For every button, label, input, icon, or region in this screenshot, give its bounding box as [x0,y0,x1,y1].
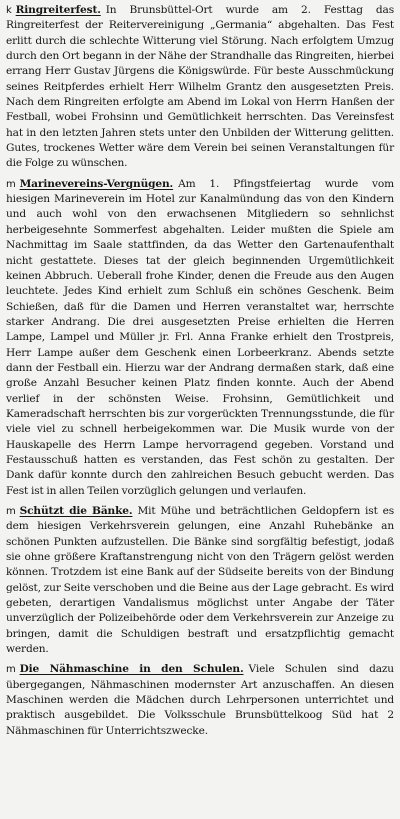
article-marker: m [6,178,16,190]
article-body: Am 1. Pfingstfeiertag wurde vom hiesigen Marineverein im Hotel zur Kanalmündung das von den Kindern und auch wohl von den erwachsenen Mitgliedern so sehnlichst herbeigesehnte Sommerfest abgehalten. Leider mußten die Spiele am Nachmittag im Saale stattfinden, da das Wetter den Gartenaufenthalt nicht gestattete. Dieses tat der gleich beginnenden Urgemütlichkeit keinen Abbruch. Ueberall frohe Kinder, denen die Freude aus den Augen leuchtete. Jedes Kind erhielt zum Schluß ein schönes Geschenk. Beim Schießen, daß für die Damen und Herren veranstaltet war, herrschte starker Andrang. Die drei ausgesetzten Preise erhielten die Herren Lampe, Lampel und Müller jr. Frl. Anna Franke erhielt den Trostpreis, Herr Lampe außer dem Geschenk einen Lorbeerkranz. Abends setzte dann der Festball ein. Hierzu war der Andrang dermaßen stark, daß eine große Anzahl Besucher keinen Platz finden konnte. Auch der Abend verlief in der schönsten Weise. Frohsinn, Gemütlichkeit und Kameradschaft herrschten bis zur vorgerückten Trennungsstunde, die für viele viel zu schnell herbeigekommen war. Die Musik wurde von der Hauskapelle des Herrn Lampe hervorragend gegeben. Vorstand und Festausschuß hatten es verstanden, das Fest schön zu gestalten. Der Dank dafür konnte durch den zahlreichen Besuch gebucht werden. Das Fest ist in allen Teilen vorzüglich gelungen und verlaufen. [6,177,394,497]
article-body: Mit Mühe und beträchtlichen Geldopfern ist es dem hiesigen Verkehrsverein gelungen, eine Anzahl Ruhebänke an schönen Punkten aufzustellen. Die Bänke sind sorgfältig befestigt, jodaß sie ohne größere Kraftanstrengung nicht von den Trägern gelöst werden können. Trotzdem ist eine Bank auf der Südseite bereits von der Bindung gelöst, zur Seite verschoben und die Beine aus der Lage gebracht. Es wird gebeten, derartigen Vandalismus möglichst unter Angabe der Täter unverzüglich der Polizeibehörde oder dem Verkehrsverein zur Anzeige zu bringen, damit die Schuldigen bestraft und ersatzpflichtig gemacht werden. [6,505,394,656]
article-schuetzt-die-baenke [6,504,394,657]
article-marker: m [6,506,16,517]
article-ringreiterfest [6,3,394,172]
article-body: In Brunsbüttel-Ort wurde am 2. Festtag das Ringreiterfest der Reitervereinigung „Germania“ abgehalten. Das Fest erlitt durch die schlechte Witterung viel Störung. Nach erfolgtem Umzug durch den Ort begann in der Nähe der Strandhalle das Ringreiten, hierbei errang Herr Gustav Jürgens die Königswürde. Für beste Ausschmückung seines Reitpferdes erhielt Herr Wilhelm Grantz den ausgesetzten Preis. Nach dem Ringreiten erfolgte am Abend im Lokal von Herrn Hanßen der Festball, wobei Frohsinn und Gemütlichkeit herrschten. Das Vereinsfest hat in den letzten Jahren stets unter den Unbilden der Witterung gelitten. Gutes, trockenes Wetter wäre dem Verein bei seinen Veranstaltungen für die Folge zu wünschen. [6,4,394,170]
article-headline: Die Nähmaschine in den Schulen. [19,663,244,676]
article-headline: Ringreiterfest. [15,4,101,16]
article-naehmaschine [6,662,394,739]
article-marinevereins-vergnuegen [6,177,394,499]
article-headline: Schützt die Bänke. [19,505,133,517]
article-headline: Marinevereins-Vergnügen. [19,177,174,190]
article-body: Viele Schulen sind dazu übergegangen, Nähmaschinen modernster Art anzuschaffen. An diesen Maschinen werden die Mädchen durch Lehrpersonen unterrichtet und praktisch ausgebildet. Die Volksschule Brunsbüttelkoog Süd hat 2 Nähmaschinen für Unterrichtszwecke. [6,663,394,737]
article-marker: m [6,664,16,676]
article-marker: k [6,5,12,16]
